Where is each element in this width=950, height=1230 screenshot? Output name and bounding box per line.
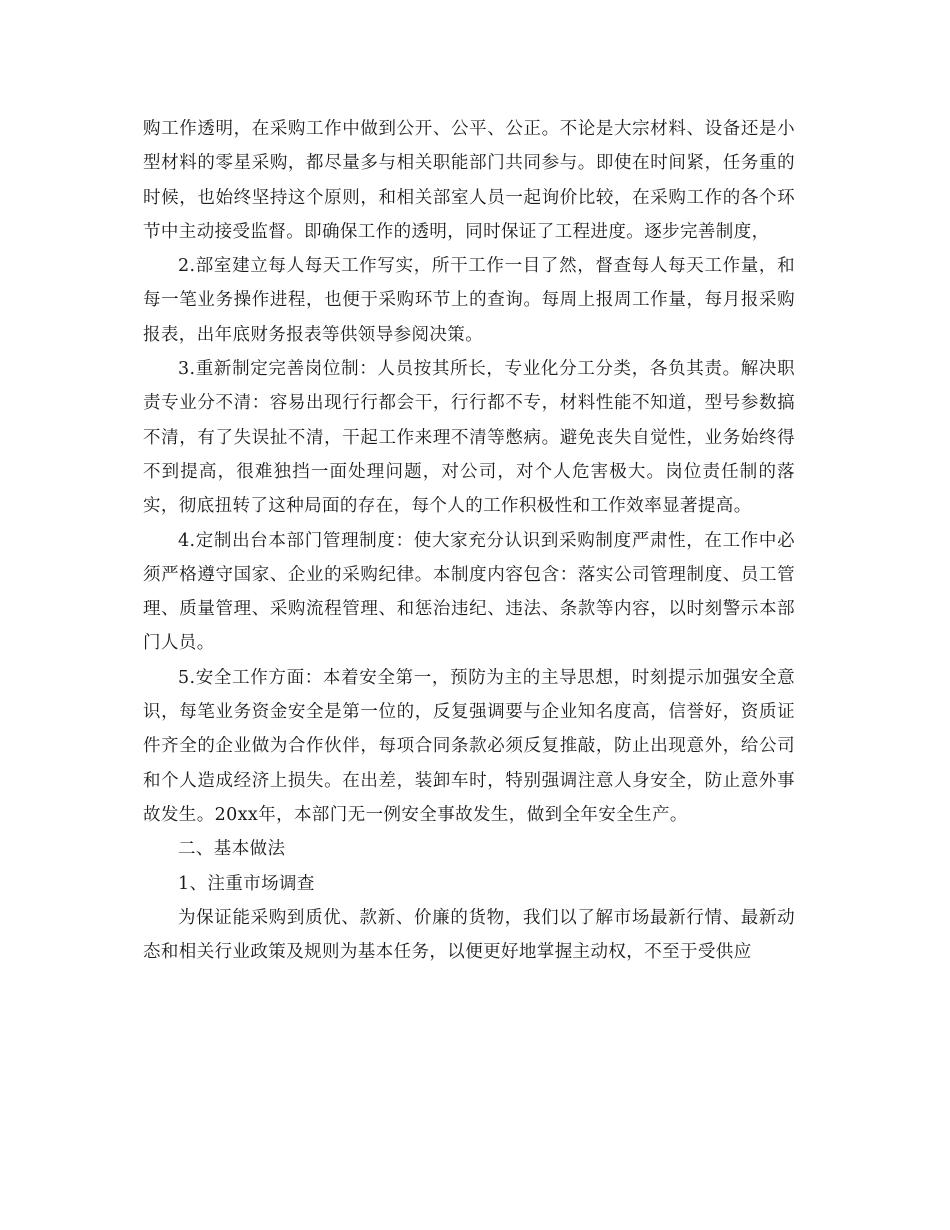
paragraph-item-5: 5.安全工作方面：本着安全第一，预防为主的主导思想，时刻提示加强安全意识，每笔业务资金安全是第一位的，反复强调要与企业知名度高，信誉好，资质证件齐全的企业做为合作伙伴，每项合同条款必须反复推敲，防止出现意外，给公司和个人造成经济上损失。在出差，装卸车时，特别强调注意人身安全，防止意外事故发生。20xx年，本部门无一例安全事故发生，做到全年安全生产。 — [143, 667, 795, 825]
section-heading-basic-methods: 二、基本做法 — [178, 839, 286, 860]
subsection-heading-market-research: 1、注重市场调查 — [178, 873, 315, 894]
paragraph-continued: 购工作透明，在采购工作中做到公开、公平、公正。不论是大宗材料、设备还是小型材料的零星采购，都尽量多与相关职能部门共同参与。即使在时间紧，任务重的时候，也始终坚持这个原则，和相关部室人员一起询价比较，在采购工作的各个环节中主动接受监督。即确保工作的透明，同时保证了工程进度。逐步完善制度， — [143, 119, 795, 242]
document-body — [143, 112, 795, 969]
paragraph-item-4: 4.定制出台本部门管理制度：使大家充分认识到采购制度严肃性，在工作中必须严格遵守国家、企业的采购纪律。本制度内容包含：落实公司管理制度、员工管理、质量管理、采购流程管理、和惩治违纪、违法、条款等内容，以时刻警示本部门人员。 — [143, 530, 795, 654]
paragraph-item-2: 2.部室建立每人每天工作写实，所干工作一目了然，督查每人每天工作量，和每一笔业务操作进程，也便于采购环节上的查询。每周上报周工作量，每月报采购报表，出年底财务报表等供领导参阅决策。 — [143, 256, 795, 345]
paragraph-item-3: 3.重新制定完善岗位制：人员按其所长，专业化分工分类，各负其责。解决职责专业分不清：容易出现行行都会干，行行都不专，材料性能不知道，型号参数搞不清，有了失误扯不清，干起工作来理不清等憋病。避免丧失自觉性，业务始终得不到提高，很难独挡一面处理问题，对公司，对个人危害极大。岗位责任制的落实，彻底扭转了这种局面的存在，每个人的工作积极性和工作效率显著提高。 — [143, 359, 795, 517]
paragraph-market-research: 为保证能采购到质优、款新、价廉的货物，我们以了解市场最新行情、最新动态和相关行业政策及规则为基本任务，以便更好地掌握主动权，不至于受供应 — [143, 907, 795, 963]
